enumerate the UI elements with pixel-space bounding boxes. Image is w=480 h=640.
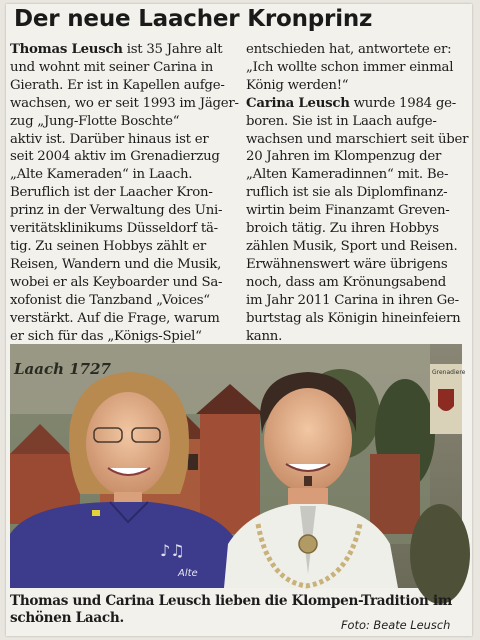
music-notes-icon: ♪♫ (160, 541, 185, 560)
text-line: noch, dass am Krönungsabend (246, 274, 447, 290)
text-line: wachsen und marschiert seit über (246, 131, 469, 147)
caption-line: Thomas und Carina Leusch lieben die Klompen-Tradition im (10, 593, 452, 609)
text-line: kann. (246, 328, 283, 344)
text-line: wirtin beim Finanzamt Greven- (246, 203, 450, 219)
painted-house-right (370, 454, 420, 534)
text-line: König werden!“ (246, 77, 349, 93)
caption-line: schönen Laach. (10, 610, 124, 626)
text-line: Erwähnenswert wäre übrigens (246, 256, 448, 272)
chain-medal-icon (299, 535, 317, 553)
text-line: wachsen, wo er seit 1993 im Jäger- (10, 95, 239, 111)
painted-bush (410, 504, 470, 604)
couple-photo (10, 344, 466, 588)
text-line: Carina Leusch wurde 1984 ge- (246, 95, 456, 111)
shirt-badge (92, 510, 100, 516)
woman-face (86, 392, 170, 496)
text-line: verstärkt. Auf die Frage, warum (10, 310, 220, 326)
text-line: und wohnt mit seiner Carina in (10, 59, 214, 75)
crest-icon (438, 389, 454, 411)
painted-window (188, 454, 198, 470)
sign-text: Grenadiere (432, 369, 466, 376)
article-column-1 (10, 41, 239, 345)
text-line: ruflich ist sie als Diplomfinanz- (246, 185, 448, 201)
text-line: aktiv ist. Darüber hinaus ist er (10, 131, 209, 147)
text-line: burtstag als Königin hineinfeiern (246, 310, 461, 326)
photo-credit: Foto: Beate Leusch (341, 618, 451, 632)
photo-illustration (10, 344, 466, 588)
article-column-2 (246, 41, 468, 345)
text-line: prinz in der Verwaltung des Uni- (10, 203, 223, 219)
text-line: „Alte Kameraden“ in Laach. (10, 167, 193, 183)
text-line: tig. Zu seinen Hobbys zählt er (10, 238, 206, 254)
article-headline: Der neue Laacher Kronprinz (14, 6, 373, 32)
text-line: 20 Jahren im Klompenzug der (246, 149, 442, 165)
text-line: Reisen, Wandern und die Musik, (10, 256, 222, 272)
text-line: wobei er als Keyboarder und Sa- (10, 274, 223, 290)
painted-house-mid (200, 414, 260, 534)
shirt-print: Alte (178, 568, 198, 579)
text-line: boren. Sie ist in Laach aufge- (246, 113, 437, 129)
text-line: zählen Musik, Sport und Reisen. (246, 238, 458, 254)
text-line: im Jahr 2011 Carina in ihren Ge- (246, 292, 459, 308)
text-line: zug „Jung-Flotte Boschte“ (10, 113, 180, 129)
text-line: Gierath. Er ist in Kapellen aufge- (10, 77, 225, 93)
text-line: „Ich wollte schon immer einmal (246, 59, 454, 75)
text-line: er sich für das „Königs-Spiel“ (10, 328, 202, 344)
painting-inscription: Laach 1727 (14, 360, 111, 378)
text-line: veritätsklinikums Düsseldorf tä- (10, 221, 218, 237)
man-goatee (304, 476, 312, 486)
text-line: seit 2004 aktiv im Grenadierzug (10, 149, 220, 165)
text-line: „Alten Kameradinnen“ mit. Be- (246, 167, 449, 183)
text-line: Thomas Leusch ist 35 Jahre alt (10, 42, 223, 57)
text-line: entschieden hat, antwortete er: (246, 42, 452, 57)
text-line: broich tätig. Zu ihren Hobbys (246, 221, 439, 237)
text-line: xofonist die Tanzband „Voices“ (10, 292, 210, 308)
text-line: Beruflich ist der Laacher Kron- (10, 185, 213, 201)
